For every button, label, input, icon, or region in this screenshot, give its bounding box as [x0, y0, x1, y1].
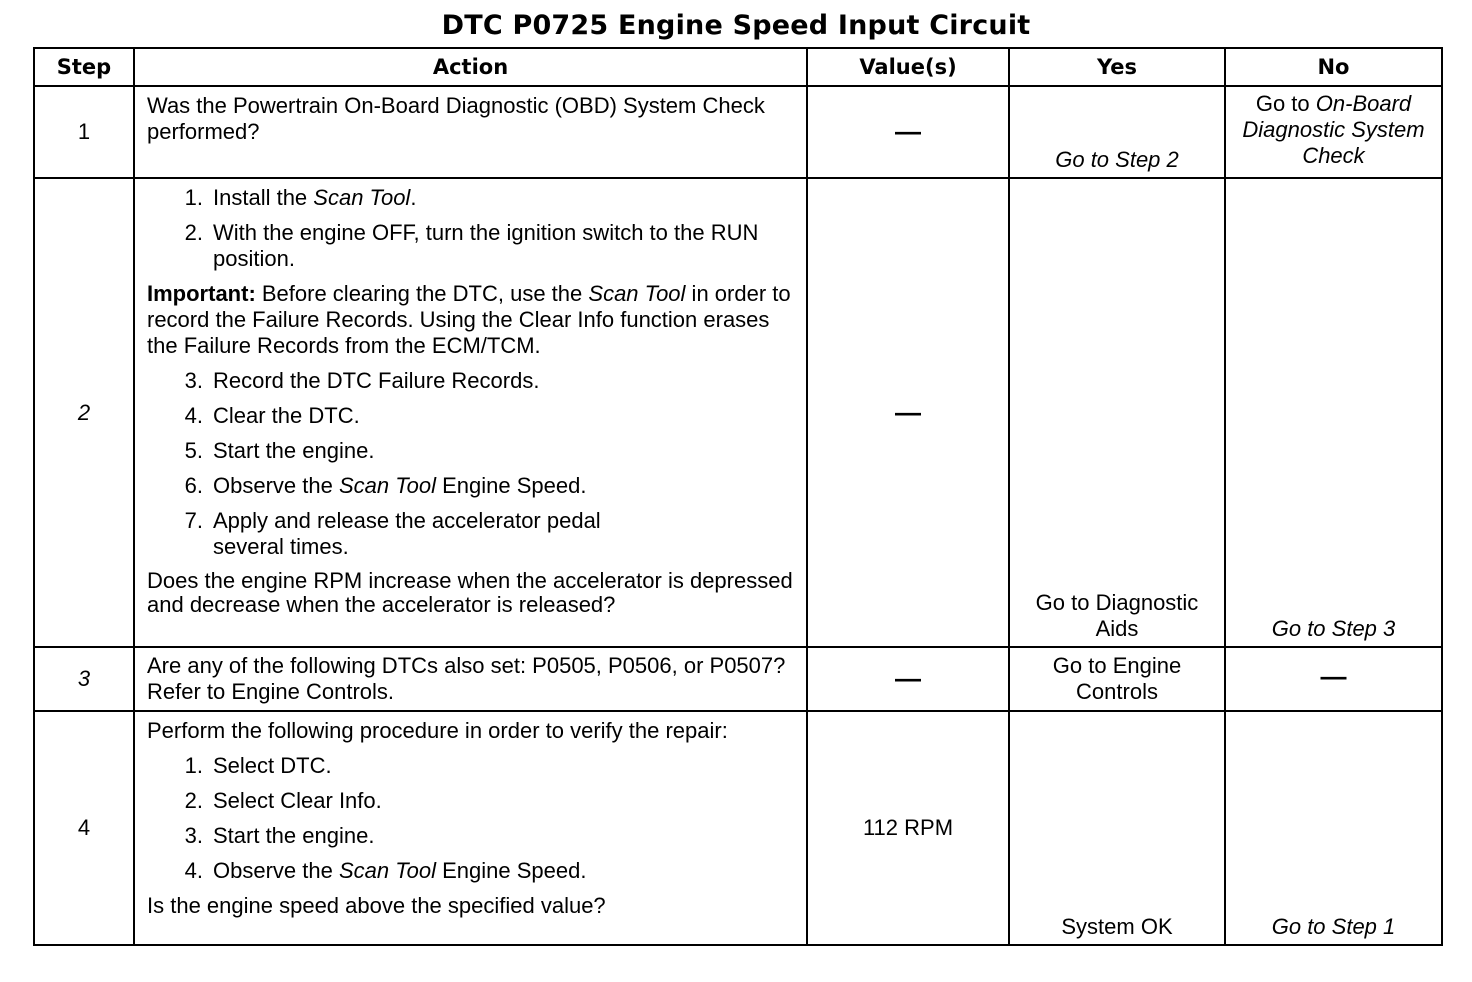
- no-cell: [1225, 178, 1442, 647]
- list-item: [147, 473, 794, 499]
- list-item: [147, 403, 794, 429]
- table-row: [34, 178, 1442, 647]
- item-number: 1.: [184, 753, 203, 778]
- item-text: With the engine OFF, turn the ignition switch to the RUN position.: [213, 220, 759, 271]
- list-item: [147, 508, 794, 560]
- item-number: 4.: [184, 403, 203, 428]
- item-text: Engine Speed.: [436, 858, 587, 883]
- item-number: 2.: [184, 788, 203, 813]
- note-text: Before clearing the DTC, use the: [255, 281, 589, 306]
- value-text: —: [895, 396, 921, 427]
- tool-name: Scan Tool: [588, 281, 686, 306]
- item-text: Engine Speed.: [436, 473, 587, 498]
- item-number: 1.: [184, 185, 203, 210]
- item-text: Observe the: [213, 858, 339, 883]
- item-number: 4.: [184, 858, 203, 883]
- diagnostic-table: [33, 47, 1443, 946]
- item-number: 2.: [184, 220, 203, 245]
- important-note: [147, 281, 794, 359]
- procedure-list: [147, 368, 794, 560]
- tool-name: Scan Tool: [338, 473, 436, 498]
- value-cell: [807, 86, 1009, 178]
- step-number: 1: [34, 86, 134, 178]
- step-number: 2: [34, 178, 134, 647]
- yes-cell: [1009, 711, 1225, 945]
- action-text: Are any of the following DTCs also set: P0505, P0506, or P0507? Refer to Engine Controls.: [147, 653, 786, 704]
- procedure-list: [147, 753, 794, 884]
- header-step: Step: [34, 48, 134, 86]
- value-text: —: [895, 116, 921, 146]
- important-label: Important:: [147, 281, 256, 306]
- value-text: —: [895, 663, 921, 693]
- tool-name: Scan Tool: [313, 185, 411, 210]
- list-item: [147, 858, 794, 884]
- item-text: Record the DTC Failure Records.: [213, 368, 540, 393]
- no-prefix: Go to: [1255, 91, 1310, 116]
- value-cell: [807, 711, 1009, 945]
- list-item: [147, 438, 794, 464]
- yes-cell: [1009, 86, 1225, 178]
- table-row: [34, 86, 1442, 178]
- item-number: 3.: [184, 823, 203, 848]
- value-cell: [807, 178, 1009, 647]
- item-text: Start the engine.: [213, 823, 375, 848]
- no-cell: [1225, 647, 1442, 711]
- list-item: [147, 185, 794, 211]
- action-cell: [134, 647, 807, 711]
- item-text: Clear the DTC.: [213, 403, 360, 428]
- action-cell: [134, 711, 807, 945]
- action-text: Was the Powertrain On-Board Diagnostic (OBD) System Check performed?: [147, 93, 765, 144]
- no-cell: [1225, 86, 1442, 178]
- table-row: [34, 711, 1442, 945]
- header-yes: Yes: [1009, 48, 1225, 86]
- step-number: 3: [34, 647, 134, 711]
- table-row: [34, 647, 1442, 711]
- list-item: [147, 788, 794, 814]
- tool-name: Scan Tool: [338, 858, 436, 883]
- question-text: Does the engine RPM increase when the accelerator is depressed and decrease when the accelerator is released?: [147, 568, 793, 617]
- no-text: —: [1320, 661, 1347, 691]
- no-cell: [1225, 711, 1442, 945]
- no-link[interactable]: On-Board Diagnostic System Check: [1242, 91, 1425, 168]
- item-number: 6.: [184, 473, 203, 498]
- yes-cell: [1009, 178, 1225, 647]
- no-link[interactable]: Go to Step 1: [1271, 914, 1396, 939]
- question-text: Is the engine speed above the specified value?: [147, 893, 606, 918]
- item-text: Start the engine.: [213, 438, 375, 463]
- note-text: in order to record the Failure Records. Using the Clear Info function erases the Failure Records from the ECM/TCM.: [147, 281, 791, 358]
- no-link[interactable]: Go to Step 3: [1271, 616, 1396, 641]
- header-action: Action: [134, 48, 807, 86]
- value-cell: [807, 647, 1009, 711]
- header-row: [34, 48, 1442, 86]
- yes-link[interactable]: Go to Engine Controls: [1052, 653, 1182, 704]
- value-text: 112 RPM: [862, 815, 954, 840]
- header-no: No: [1225, 48, 1442, 86]
- item-number: 5.: [184, 438, 203, 463]
- yes-link[interactable]: System OK: [1061, 914, 1173, 939]
- procedure-list: [147, 185, 794, 272]
- action-cell: [134, 178, 807, 647]
- page-title: DTC P0725 Engine Speed Input Circuit: [441, 10, 1031, 41]
- list-item: [147, 823, 794, 849]
- item-text: Select Clear Info.: [213, 788, 382, 813]
- item-number: 7.: [184, 508, 203, 533]
- item-text: Install the: [213, 185, 314, 210]
- list-item: [147, 753, 794, 779]
- yes-cell: [1009, 647, 1225, 711]
- item-text: .: [410, 185, 417, 210]
- yes-link[interactable]: Go to Diagnostic Aids: [1035, 590, 1199, 641]
- header-values: Value(s): [807, 48, 1009, 86]
- list-item: [147, 368, 794, 394]
- item-text: Observe the: [213, 473, 339, 498]
- intro-text: Perform the following procedure in order to verify the repair:: [147, 718, 728, 743]
- item-number: 3.: [184, 368, 203, 393]
- list-item: [147, 220, 794, 272]
- step-number: 4: [34, 711, 134, 945]
- item-text: Apply and release the accelerator pedal several times.: [213, 508, 601, 559]
- yes-link[interactable]: Go to Step 2: [1055, 147, 1179, 172]
- action-cell: [134, 86, 807, 178]
- item-text: Select DTC.: [213, 753, 332, 778]
